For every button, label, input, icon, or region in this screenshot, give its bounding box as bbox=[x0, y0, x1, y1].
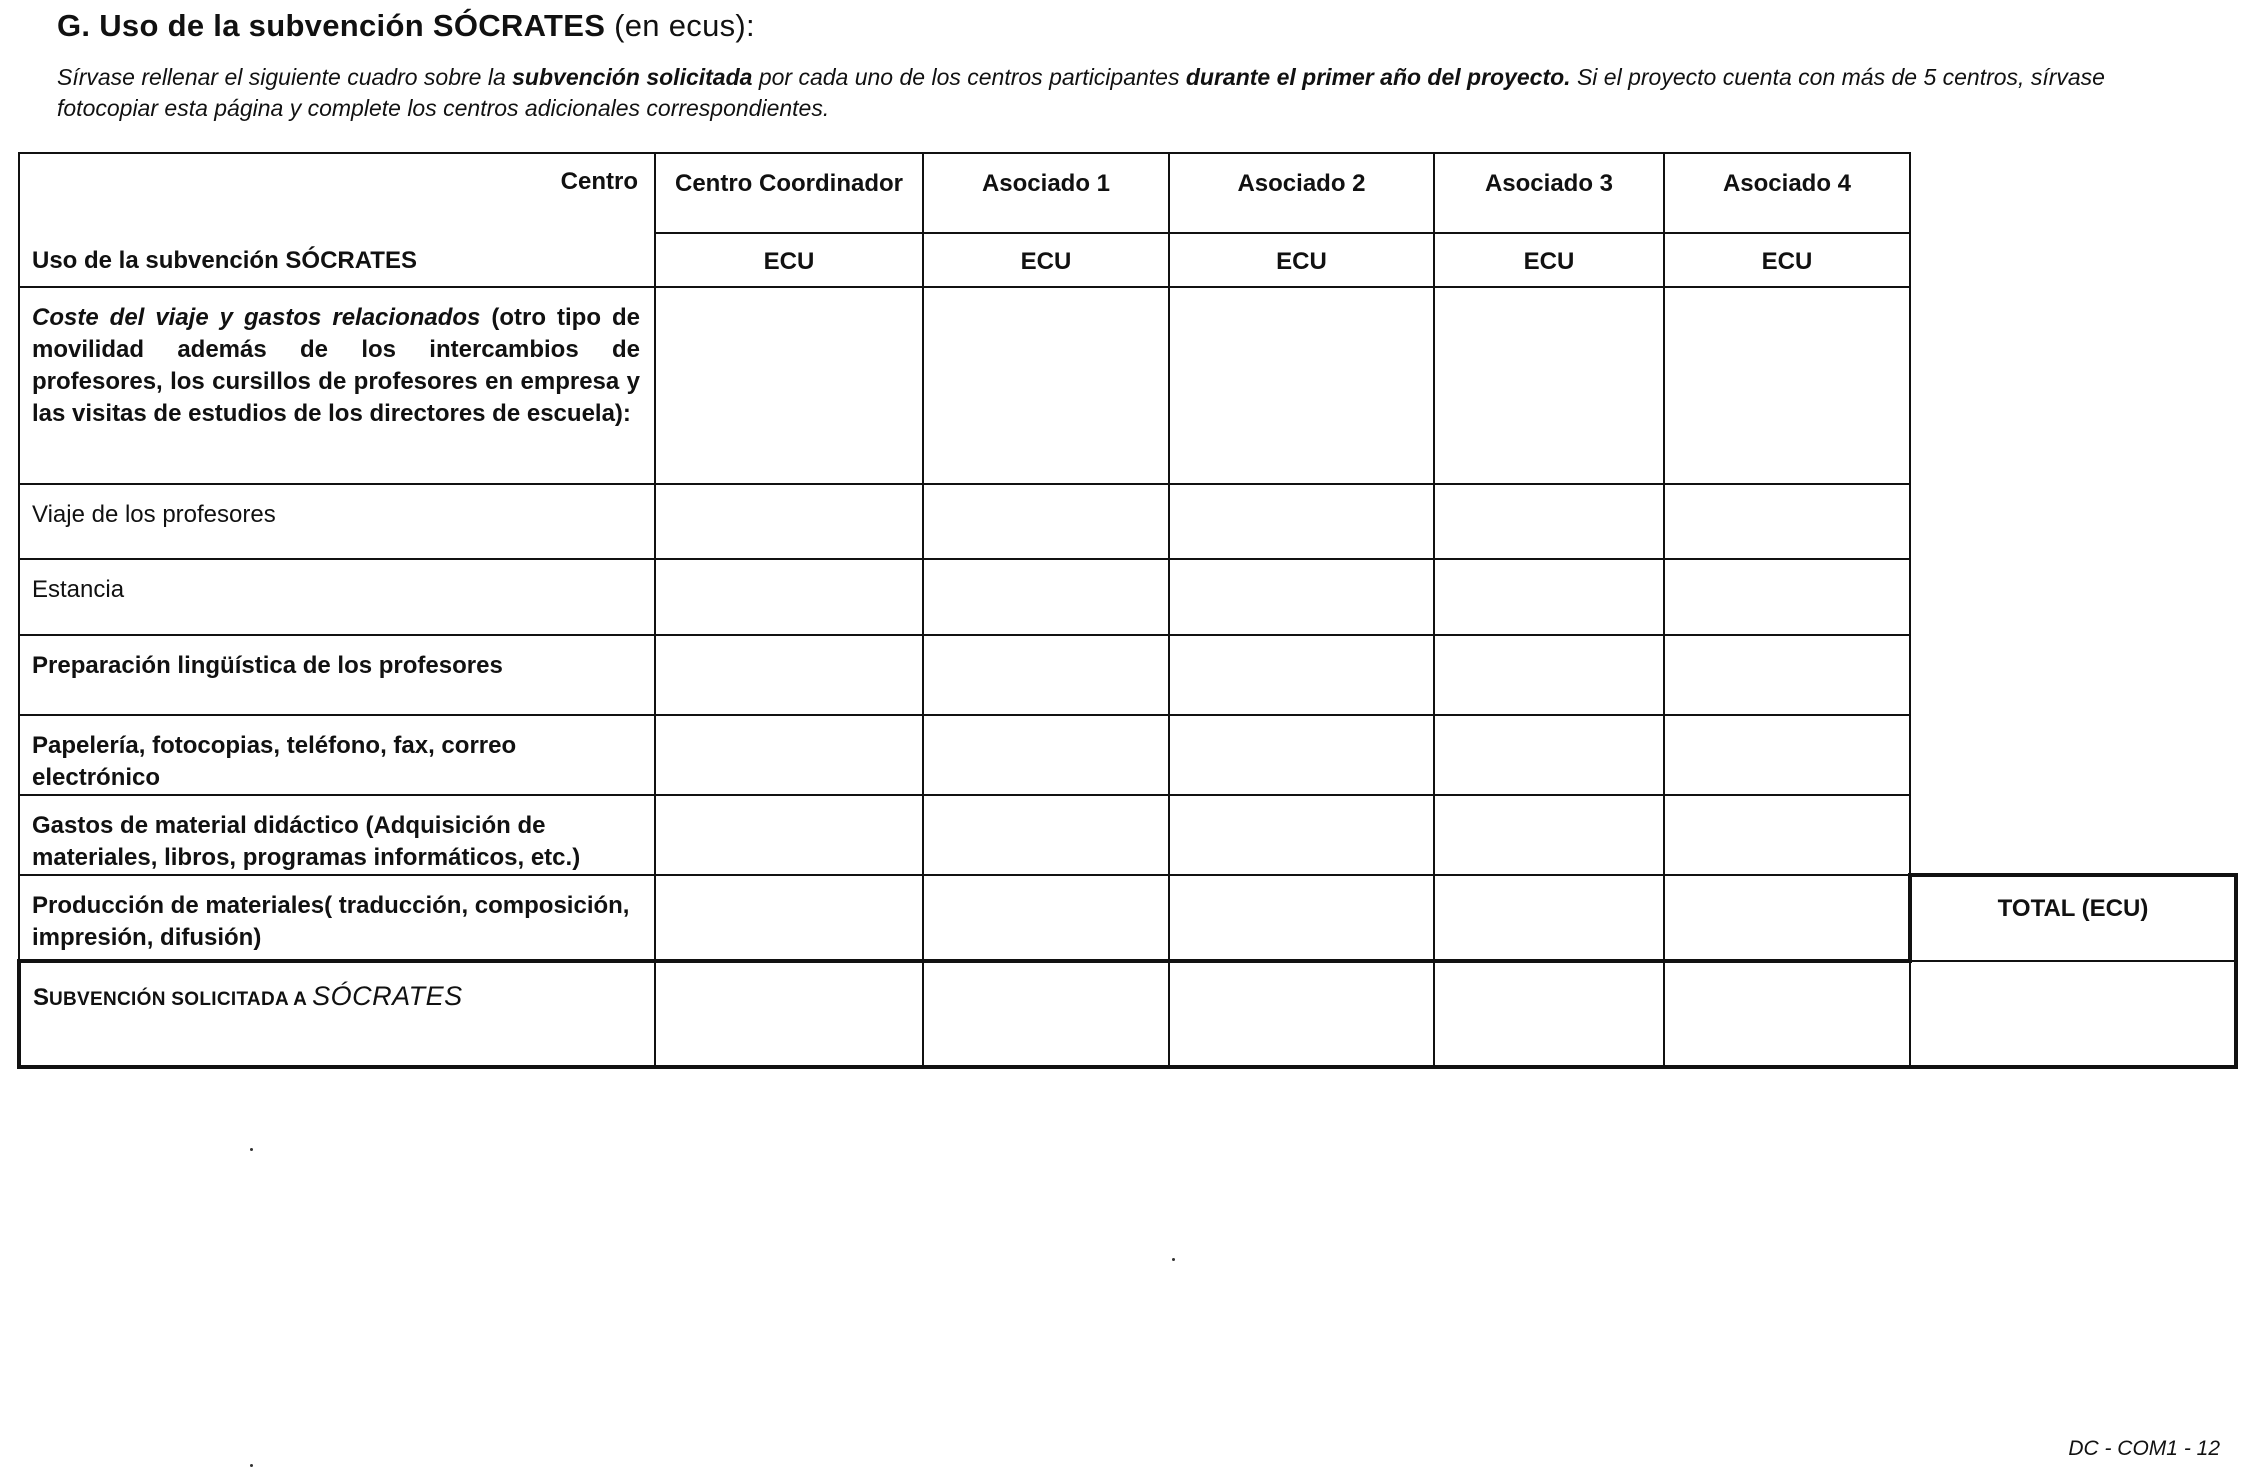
scan-speck bbox=[250, 1148, 253, 1151]
amount-cell[interactable] bbox=[1169, 484, 1434, 559]
instructions-part-2: por cada uno de los centros participantes bbox=[752, 64, 1186, 90]
row-label-materials-production: Producción de materiales( traducción, composición, impresión, difusión) bbox=[19, 875, 655, 961]
amount-cell[interactable] bbox=[655, 635, 923, 715]
row-label-travel-costs bbox=[19, 287, 655, 484]
amount-cell[interactable] bbox=[1664, 287, 1910, 484]
scan-speck bbox=[1172, 1258, 1175, 1261]
amount-cell[interactable] bbox=[1434, 484, 1664, 559]
amount-cell[interactable] bbox=[655, 559, 923, 635]
amount-cell[interactable] bbox=[923, 795, 1169, 875]
header-row-centers bbox=[19, 153, 2236, 233]
instructions-bold-1: subvención solicitada bbox=[512, 64, 753, 90]
instructions-part-3: Si el proyecto cuenta con más de 5 centros, sírvase fotocopiar esta página y complete los centros adicionales correspondientes. bbox=[57, 64, 2105, 121]
amount-cell[interactable] bbox=[1434, 559, 1664, 635]
table-row bbox=[19, 875, 2236, 961]
summary-label-caps: UBVENCIÓN SOLICITADA A bbox=[49, 989, 313, 1010]
column-header-coordinator: Centro Coordinador bbox=[655, 153, 923, 233]
table-row bbox=[19, 715, 2236, 795]
instructions-bold-2: durante el primer año del proyecto. bbox=[1185, 64, 1571, 90]
column-header-partner-4: Asociado 4 bbox=[1664, 153, 1910, 233]
amount-cell[interactable] bbox=[1169, 961, 1434, 1067]
amount-cell[interactable] bbox=[1169, 715, 1434, 795]
column-header-partner-1: Asociado 1 bbox=[923, 153, 1169, 233]
amount-cell[interactable] bbox=[923, 635, 1169, 715]
total-amount-cell[interactable] bbox=[1910, 961, 2236, 1067]
section-title-suffix: (en ecus): bbox=[614, 8, 755, 43]
amount-cell[interactable] bbox=[1169, 795, 1434, 875]
amount-cell[interactable] bbox=[1664, 715, 1910, 795]
instructions bbox=[57, 62, 2197, 124]
amount-cell[interactable] bbox=[1434, 287, 1664, 484]
amount-cell[interactable] bbox=[1169, 875, 1434, 961]
header-row-units bbox=[19, 233, 2236, 287]
column-header-partner-2: Asociado 2 bbox=[1169, 153, 1434, 233]
amount-cell[interactable] bbox=[1169, 635, 1434, 715]
amount-cell[interactable] bbox=[1434, 875, 1664, 961]
amount-cell[interactable] bbox=[923, 961, 1169, 1067]
unit-label: ECU bbox=[1664, 233, 1910, 287]
amount-cell[interactable] bbox=[655, 484, 923, 559]
amount-cell[interactable] bbox=[655, 287, 923, 484]
header-use-label: Uso de la subvención SÓCRATES bbox=[19, 233, 655, 287]
unit-label: ECU bbox=[1169, 233, 1434, 287]
summary-label-socrates: SÓCRATES bbox=[312, 981, 463, 1011]
amount-cell[interactable] bbox=[1434, 795, 1664, 875]
amount-cell[interactable] bbox=[1169, 287, 1434, 484]
amount-cell[interactable] bbox=[655, 961, 923, 1067]
row-label-stationery: Papelería, fotocopias, teléfono, fax, correo electrónico bbox=[19, 715, 655, 795]
table-row bbox=[19, 635, 2236, 715]
row-label-teacher-travel: Viaje de los profesores bbox=[19, 484, 655, 559]
amount-cell[interactable] bbox=[923, 287, 1169, 484]
unit-label: ECU bbox=[655, 233, 923, 287]
summary-row bbox=[19, 961, 2236, 1067]
scan-speck bbox=[250, 1464, 253, 1467]
amount-cell[interactable] bbox=[1664, 484, 1910, 559]
amount-cell[interactable] bbox=[923, 559, 1169, 635]
header-centro-label: Centro bbox=[19, 153, 655, 233]
amount-cell[interactable] bbox=[1169, 559, 1434, 635]
row-label-teaching-materials: Gastos de material didáctico (Adquisición de materiales, libros, programas informáticos, etc.) bbox=[19, 795, 655, 875]
page-code: DC - COM1 - 12 bbox=[2068, 1437, 2220, 1460]
amount-cell[interactable] bbox=[655, 795, 923, 875]
section-title bbox=[57, 8, 755, 44]
amount-cell[interactable] bbox=[655, 875, 923, 961]
section-title-main: G. Uso de la subvención SÓCRATES bbox=[57, 8, 606, 43]
summary-label-initial: S bbox=[33, 984, 50, 1011]
row-label-stay: Estancia bbox=[19, 559, 655, 635]
table-row bbox=[19, 795, 2236, 875]
row-label-travel-costs-italic: Coste del viaje y gastos relacionados bbox=[32, 304, 481, 331]
unit-label: ECU bbox=[923, 233, 1169, 287]
row-label-language-prep: Preparación lingüística de los profesores bbox=[19, 635, 655, 715]
amount-cell[interactable] bbox=[1664, 961, 1910, 1067]
table-row bbox=[19, 559, 2236, 635]
row-label-travel-costs-rest: (otro tipo de movilidad además de los intercambios de profesores, los cursillos de profesores en empresa y las visitas de estudios de los directores de escuela): bbox=[32, 304, 640, 427]
summary-label bbox=[19, 961, 655, 1067]
amount-cell[interactable] bbox=[1664, 875, 1910, 961]
column-header-partner-3: Asociado 3 bbox=[1434, 153, 1664, 233]
grant-usage-table bbox=[17, 152, 2238, 1069]
amount-cell[interactable] bbox=[1664, 635, 1910, 715]
amount-cell[interactable] bbox=[923, 715, 1169, 795]
amount-cell[interactable] bbox=[1434, 715, 1664, 795]
amount-cell[interactable] bbox=[1434, 961, 1664, 1067]
table-row bbox=[19, 287, 2236, 484]
table-row bbox=[19, 484, 2236, 559]
amount-cell[interactable] bbox=[1664, 559, 1910, 635]
amount-cell[interactable] bbox=[1434, 635, 1664, 715]
amount-cell[interactable] bbox=[1664, 795, 1910, 875]
unit-label: ECU bbox=[1434, 233, 1664, 287]
amount-cell[interactable] bbox=[923, 484, 1169, 559]
total-header: TOTAL (ECU) bbox=[1910, 875, 2236, 961]
instructions-part-1: Sírvase rellenar el siguiente cuadro sobre la bbox=[57, 64, 513, 90]
amount-cell[interactable] bbox=[923, 875, 1169, 961]
amount-cell[interactable] bbox=[655, 715, 923, 795]
